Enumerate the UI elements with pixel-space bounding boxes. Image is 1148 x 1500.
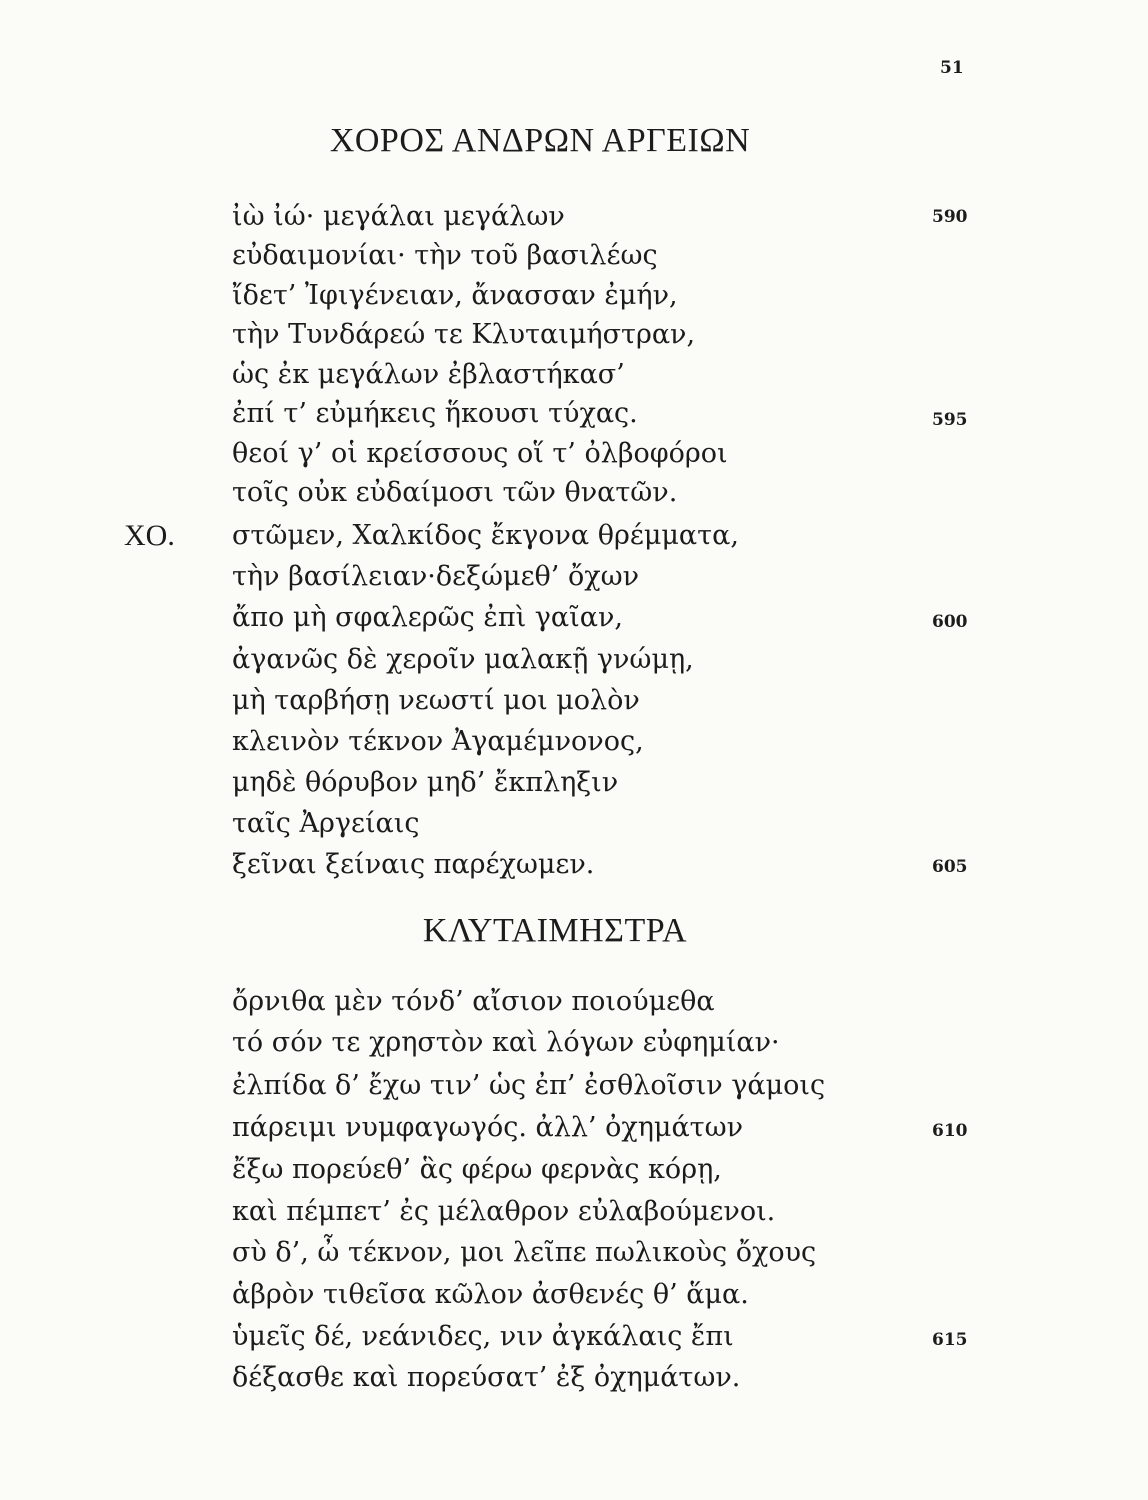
line-number: 595 bbox=[932, 410, 968, 430]
verse-line: ἔξω πορεύεθ’ ἃς φέρω φερνὰς κόρῃ, bbox=[232, 1154, 722, 1185]
speaker-label: ΧΟ. bbox=[124, 519, 175, 552]
line-number: 600 bbox=[932, 612, 968, 632]
verse-line: ἐπί τ’ εὐμήκεις ἥκουσι τύχας. bbox=[232, 398, 638, 429]
verse-line: μὴ ταρβήσῃ νεωστί μοι μολὸν bbox=[232, 685, 640, 716]
verse-line: θεοί γ’ οἱ κρείσσους οἵ τ’ ὀλβοφόροι bbox=[232, 438, 728, 469]
verse-line: δέξασθε καὶ πορεύσατ’ ἐξ ὀχημάτων. bbox=[232, 1362, 741, 1393]
verse-line: ἰὼ ἰώ· μεγάλαι μεγάλων bbox=[232, 201, 565, 232]
page-number: 51 bbox=[940, 58, 964, 78]
line-number: 605 bbox=[932, 857, 968, 877]
verse-line: κλεινὸν τέκνον Ἀγαμέμνονος, bbox=[232, 726, 644, 757]
verse-line: ἐλπίδα δ’ ἔχω τιν’ ὡς ἐπ’ ἐσθλοῖσιν γάμοις bbox=[232, 1070, 826, 1101]
verse-line: τό σόν τε χρηστὸν καὶ λόγων εὐφημίαν· bbox=[232, 1027, 780, 1058]
verse-line: ἄπο μὴ σφαλερῶς ἐπὶ γαῖαν, bbox=[232, 602, 623, 633]
verse-line: ἁβρὸν τιθεῖσα κῶλον ἀσθενές θ’ ἅμα. bbox=[232, 1279, 749, 1310]
verse-line: στῶμεν, Χαλκίδος ἔκγονα θρέμματα, bbox=[232, 520, 739, 551]
verse-line: πάρειμι νυμφαγωγός. ἀλλ’ ὀχημάτων bbox=[232, 1112, 744, 1143]
verse-line: μηδὲ θόρυβον μηδ’ ἔκπληξιν bbox=[232, 767, 619, 798]
line-number: 610 bbox=[932, 1121, 968, 1141]
section-heading-chorus: ΧΟΡΟΣ ΑΝΔΡΩΝ ΑΡΓΕΙΩΝ bbox=[329, 122, 751, 159]
line-number: 615 bbox=[932, 1330, 968, 1350]
verse-line: ὄρνιθα μὲν τόνδ’ αἴσιον ποιούμεθα bbox=[232, 986, 715, 1017]
verse-line: τὴν Τυνδάρεώ τε Κλυταιμήστραν, bbox=[232, 319, 696, 350]
verse-line: ἴδετ’ Ἰφιγένειαν, ἄνασσαν ἐμήν, bbox=[232, 280, 678, 311]
verse-line: ἀγανῶς δὲ χεροῖν μαλακῇ γνώμῃ, bbox=[232, 644, 694, 675]
section-heading-clytemnestra: ΚΛΥΤΑΙΜΗΣΤΡΑ bbox=[422, 912, 688, 949]
verse-line: ὡς ἐκ μεγάλων ἐβλαστήκασ’ bbox=[232, 359, 625, 390]
verse-line: τοῖς οὐκ εὐδαίμοσι τῶν θνατῶν. bbox=[232, 477, 678, 508]
verse-line: ξεῖναι ξείναις παρέχωμεν. bbox=[232, 849, 595, 880]
verse-line: τὴν βασίλειαν·δεξώμεθ’ ὄχων bbox=[232, 561, 640, 592]
line-number: 590 bbox=[932, 207, 968, 227]
verse-line: σὺ δ’, ὦ τέκνον, μοι λεῖπε πωλικοὺς ὄχους bbox=[232, 1237, 817, 1268]
verse-line: εὐδαιμονίαι· τὴν τοῦ βασιλέως bbox=[232, 240, 658, 271]
verse-line: ὑμεῖς δέ, νεάνιδες, νιν ἀγκάλαις ἔπι bbox=[232, 1321, 734, 1352]
verse-line: καὶ πέμπετ’ ἐς μέλαθρον εὐλαβούμενοι. bbox=[232, 1196, 776, 1227]
verse-line: ταῖς Ἀργείαις bbox=[232, 808, 420, 839]
